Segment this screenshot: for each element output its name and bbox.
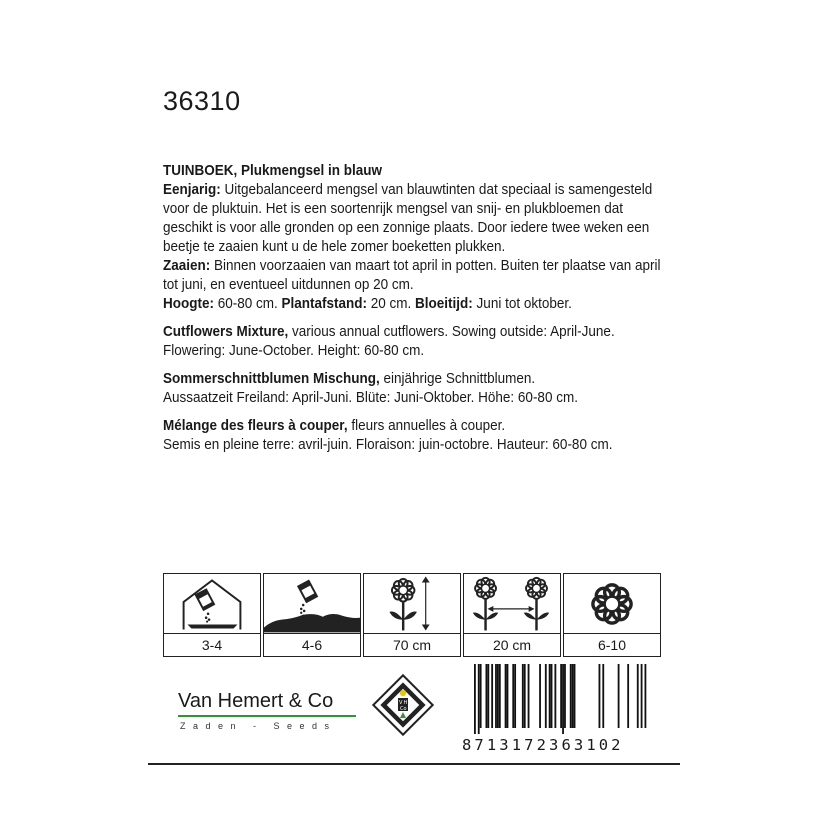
plant-spacing-icon: [464, 574, 560, 633]
nl-line-6: tot juni, en eventueel uitdunnen op 20 cm.: [163, 276, 414, 293]
description-block: [163, 161, 661, 454]
barcode-bar: [574, 664, 576, 728]
plantafstand-value: 20 cm.: [367, 295, 416, 312]
barcode-bar: [487, 664, 489, 728]
svg-text:V: V: [399, 700, 403, 706]
icon-cell-outdoor-sowing: [263, 573, 361, 657]
barcode-bar: [480, 664, 482, 728]
outdoor-sowing-icon: [264, 574, 360, 633]
de-line-2: Aussaatzeit Freiland: April-Juni. Blüte: Juni-Oktober. Höhe: 60-80 cm.: [163, 389, 578, 406]
eenjarig-label: Eenjarig:: [163, 181, 221, 198]
sowing-icons-row: [163, 573, 663, 657]
eenjarig-text: Uitgebalanceerd mengsel van blauwtinten dat speciaal is samengesteld: [220, 181, 653, 198]
plantafstand-label: Plantafstand:: [281, 295, 368, 312]
barcode-bar: [528, 664, 530, 728]
icon-cell-flowering: [563, 573, 661, 657]
flowering-icon: [564, 574, 660, 633]
barcode-bar: [570, 664, 572, 728]
indoor-sowing-label: 3-4: [201, 637, 223, 653]
barcode-bar: [485, 664, 487, 728]
barcode-bar: [560, 664, 562, 728]
plant-height-label: 70 cm: [392, 637, 432, 653]
barcode-icon: [474, 664, 656, 734]
de-line-1: einjährige Schnittblumen.: [379, 370, 536, 387]
barcode-bar: [497, 664, 499, 728]
barcode-bar: [512, 664, 514, 728]
barcode-bar: [495, 664, 497, 728]
barcode-bar: [474, 664, 476, 734]
icon-cell-indoor-sowing: [163, 573, 261, 657]
en-name: Cutflowers Mixture,: [163, 323, 289, 340]
brand-underline: [178, 715, 356, 717]
barcode-bar: [564, 664, 566, 728]
barcode-bar: [562, 664, 564, 734]
en-line-2: Flowering: June-October. Height: 60-80 cm.: [163, 342, 425, 359]
barcode-number: 8713172363102: [462, 736, 624, 754]
barcode-bar: [499, 664, 501, 728]
barcode-bar: [522, 664, 524, 728]
barcode-bar: [524, 664, 526, 728]
barcode-bar: [507, 664, 509, 728]
bloeitijd-label: Bloeitijd:: [415, 295, 473, 312]
icon-cell-plant-height: [363, 573, 461, 657]
svg-text:Co: Co: [400, 706, 407, 712]
nl-line-3: geschikt is voor alle gronden op een zonnige plaats. Door iedere twee weken een: [163, 219, 650, 236]
barcode-bar: [549, 664, 551, 728]
zaaien-text: Binnen voorzaaien van maart tot april in potten. Buiten ter plaatse van april: [210, 257, 661, 274]
barcode-bar: [539, 664, 541, 728]
product-code: 36310: [163, 86, 241, 116]
nl-line-2: voor de pluktuin. Het is een soortenrijk mengsel van snij- en plukbloemen dat: [163, 200, 624, 217]
nl-title: TUINBOEK, Plukmengsel in blauw: [163, 162, 383, 179]
de-name: Sommerschnittblumen Mischung,: [163, 370, 380, 387]
zaaien-label: Zaaien:: [163, 257, 211, 274]
svg-text:H: H: [403, 700, 408, 706]
indoor-sowing-icon: [164, 574, 260, 633]
barcode-bar: [514, 664, 516, 728]
fr-name: Mélange des fleurs à couper,: [163, 417, 348, 434]
vhc-diamond-logo-icon: [370, 672, 436, 738]
barcode-bar: [572, 664, 574, 728]
hoogte-label: Hoogte:: [163, 295, 214, 312]
bottom-divider: [148, 763, 680, 765]
barcode-bar: [551, 664, 553, 728]
barcode-bar: [637, 664, 639, 728]
brand-name: Van Hemert & Co: [178, 690, 334, 712]
flowering-label: 6-10: [597, 637, 627, 653]
barcode-bar: [478, 664, 480, 734]
barcode-bar: [491, 664, 493, 728]
barcode-bar: [545, 664, 547, 728]
barcode-bar: [641, 664, 643, 728]
barcode-bar: [618, 664, 620, 728]
plant-height-icon: [364, 574, 460, 633]
brand-tagline: Zaden - Seeds: [180, 721, 337, 731]
barcode-bar: [599, 664, 601, 728]
outdoor-sowing-label: 4-6: [301, 637, 323, 653]
barcode-bar: [505, 664, 507, 728]
icon-cell-plant-spacing: [463, 573, 561, 657]
en-line-1: various annual cutflowers. Sowing outside: April-June.: [288, 323, 615, 340]
barcode-bar: [602, 664, 604, 728]
fr-line-2: Semis en pleine terre: avril-juin. Floraison: juin-octobre. Hauteur: 60-80 cm.: [163, 436, 613, 453]
barcode-bar: [554, 664, 556, 728]
bloeitijd-value: Juni tot oktober.: [472, 295, 572, 312]
barcode-bar: [627, 664, 629, 728]
fr-line-1: fleurs annuelles à couper.: [347, 417, 506, 434]
hoogte-value: 60-80 cm.: [213, 295, 282, 312]
barcode-bar: [645, 664, 647, 728]
nl-line-4: beetje te zaaien kunt u de hele zomer boeketten plukken.: [163, 238, 506, 255]
plant-spacing-label: 20 cm: [492, 637, 532, 653]
